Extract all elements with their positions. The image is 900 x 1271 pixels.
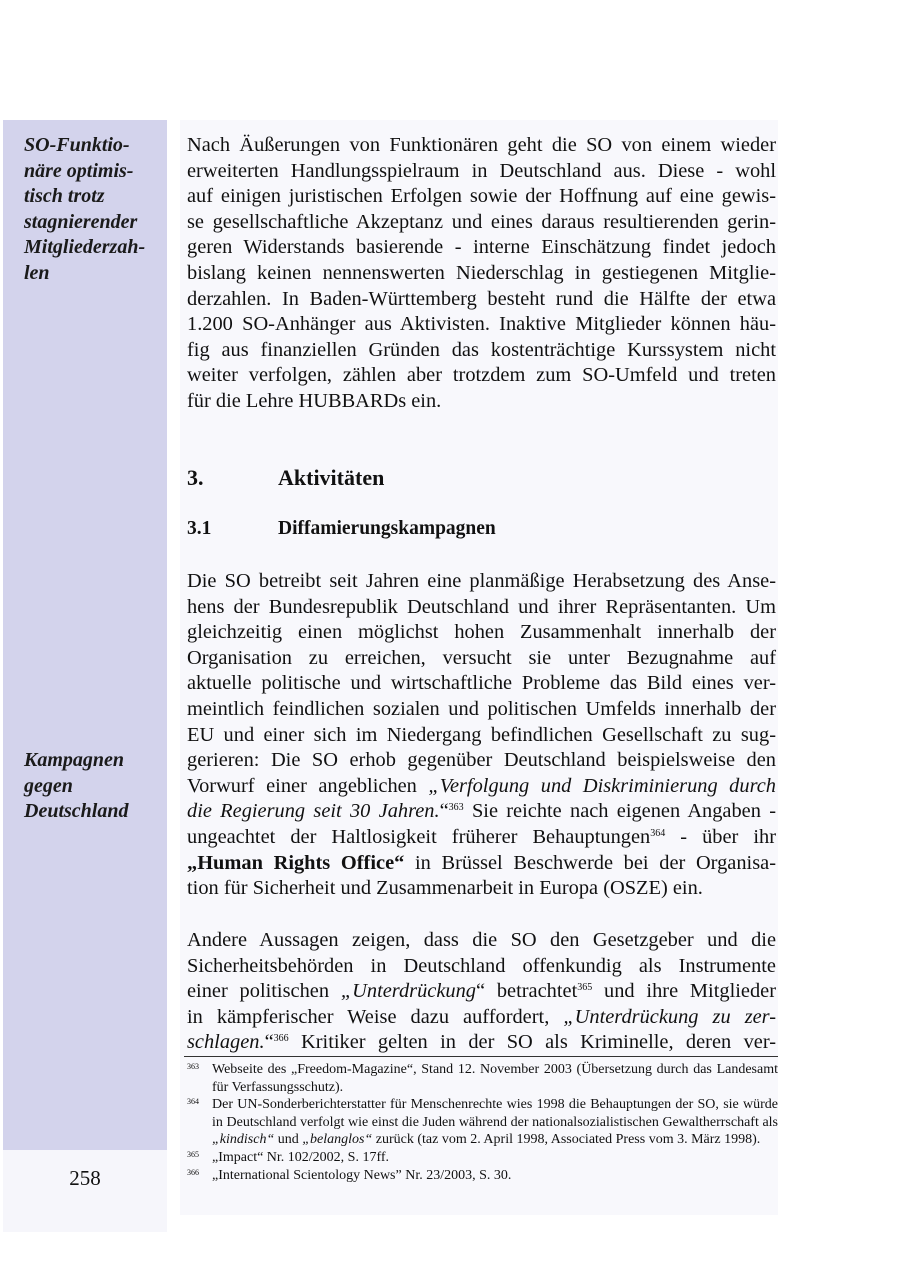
text-line: Andere Aussagen zeigen, dass die SO den Gesetzgeber und die <box>187 929 776 951</box>
text-line: erweiterten Handlungsspielraum in Deutschland aus. Diese - wohl <box>187 159 776 182</box>
footnote-ref: 363 <box>448 802 464 814</box>
footnote-mark: 366 <box>187 1167 199 1177</box>
text-line: auf einigen juristischen Erfolgen sowie der Hoffnung auf eine gewis- <box>187 185 776 208</box>
text-line: geren Widerstands basierende - interne Einschätzung findet jedoch <box>187 236 776 259</box>
text-line: ungeachtet der Haltlosigkeit früherer Behauptungen$^{364}$ - über ihr <box>187 825 777 848</box>
footnote-text: „International Scientology News” Nr. 23/2003, S. 30. <box>212 1167 512 1183</box>
footnote-mark: 363 <box>187 1062 199 1071</box>
text-line: fig aus finanziellen Gründen das kostenträchtige Kurssystem nicht <box>187 338 776 361</box>
quote: die Regierung seit 30 Jahren. <box>187 800 440 823</box>
text-line: EU und einer sich im Niedergang befindlichen Gesellschaft zu sug- <box>187 723 776 746</box>
margin-note-line: SO-Funktio- <box>24 134 130 156</box>
quote: „belanglos“ <box>302 1132 373 1148</box>
margin-note-line: Kampagnen <box>24 749 125 771</box>
margin-note-line: gegen <box>24 774 73 797</box>
paragraph-instruments <box>187 928 776 1056</box>
footnote-366 <box>187 1167 778 1185</box>
text-line: hens der Bundesrepublik Deutschland und ihrer Repräsentanten. Um <box>187 595 776 618</box>
footnote-mark: 365 <box>187 1149 199 1159</box>
text-line: die Regierung seit 30 Jahren.“$^{363}$ Sie reichte nach eigenen Angaben - <box>187 800 776 823</box>
text-line: einer politischen „Unterdrückung“ betrachtet$^{365}$ und ihre Mitglieder <box>187 980 776 1003</box>
footnote-divider <box>184 1056 778 1057</box>
quote: „Unterdrückung zu zer- <box>563 1005 776 1028</box>
bold-term: „Human Rights Office“ <box>187 851 405 874</box>
text-line: bislang keinen nennenswerten Niederschlag in gestiegenen Mitglie- <box>187 261 776 284</box>
footnote-ref: 366 <box>273 1033 289 1045</box>
margin-note-line: Mitgliederzah- <box>24 236 146 258</box>
text-line: „Human Rights Office“ in Brüssel Beschwerde bei der Organisa- <box>187 851 776 874</box>
text-line: aktuelle politische und wirtschaftliche Probleme das Bild eines ver- <box>187 672 776 695</box>
text-line: für die Lehre HUBBARDs ein. <box>187 389 442 412</box>
text-line: Organisation zu erreichen, versucht sie unter Bezugnahme auf <box>187 646 776 669</box>
margin-note-line: len <box>24 261 50 284</box>
text-line: meintlich feindlichen sozialen und politischen Umfelds innerhalb der <box>187 697 776 720</box>
text-line: Die SO betreibt seit Jahren eine planmäßige Herabsetzung des Anse- <box>187 570 776 592</box>
text-line: 1.200 SO-Anhänger aus Aktivisten. Inaktive Mitglieder können häu- <box>187 313 776 336</box>
margin-note-line: tisch trotz <box>24 185 105 207</box>
footnote-ref: 365 <box>577 982 593 994</box>
text-line: schlagen.“$^{366}$ Kritiker gelten in der SO als Kriminelle, deren ver- <box>187 1031 776 1054</box>
text-line: gleichzeitig einen möglichst hohen Zusammenhalt innerhalb der <box>187 621 776 644</box>
margin-note-campaigns <box>24 748 164 825</box>
footnote-364: 364 Der UN-Sonderberichterstatter für Menschenrechte wies 1998 die Behauptungen der SO, sie würde in Deutschland verfolgt wie einst die Juden während der nationalsozialistischen Gewaltherrschaft als „kindisch“ und „belanglos“ zurück (taz vom 2. April 1998, Associated Press vom 3. März 1998). <box>187 1097 778 1148</box>
margin-note-line: Deutschland <box>24 800 129 822</box>
text-line: gerieren: Die SO erhob gegenüber Deutschland beispielsweise den <box>187 749 776 772</box>
text-line: in kämpferischer Weise dazu auffordert, „Unterdrückung zu zer- <box>187 1005 776 1028</box>
footnote-ref: 364 <box>650 827 666 839</box>
footnote-363 <box>187 1061 778 1096</box>
text-line: Vorwurf einer angeblichen „Verfolgung und Diskriminierung durch <box>187 774 776 797</box>
quote: „kindisch“ <box>212 1132 275 1148</box>
footnote-text: Webseite des „Freedom-Magazine“, Stand 12. November 2003 (Übersetzung durch das Landesamt für Verfassungsschutz). <box>212 1062 778 1095</box>
text-line: tion für Sicherheit und Zusammenarbeit in Europa (OSZE) ein. <box>187 877 703 900</box>
text-line: weiter verfolgen, zählen aber trotzdem zum SO-Umfeld und treten <box>187 364 776 387</box>
footnote-365 <box>187 1149 778 1167</box>
footnote-text: „Impact“ Nr. 102/2002, S. 17ff. <box>212 1149 390 1165</box>
quote: „Unterdrückung <box>340 980 476 1003</box>
subsection-number: 3.1 <box>187 518 212 539</box>
text-line: derzahlen. In Baden-Württemberg besteht rund die Hälfte der etwa <box>187 287 776 310</box>
footnote-text: Der UN-Sonderberichterstatter für Menschenrechte wies 1998 die Behauptungen der SO, sie würde in Deutschland verfolgt wie einst die Juden während der nationalsozialistischen Gewaltherrschaft als <box>212 1097 778 1130</box>
subsection-title: Diffamierungskampagnen <box>278 518 496 539</box>
text-line: Nach Äußerungen von Funktionären geht die SO von einem wieder <box>187 134 776 156</box>
text-line: se gesellschaftliche Akzeptanz und eines daraus resultierenden gerin- <box>187 210 776 233</box>
section-heading <box>187 465 384 491</box>
page-number-box <box>3 1150 167 1232</box>
page-number: 258 <box>69 1166 101 1190</box>
section-title: Aktivitäten <box>278 465 385 490</box>
text-line: Sicherheitsbehörden in Deutschland offenkundig als Instrumente <box>187 954 776 977</box>
subsection-heading <box>187 518 496 540</box>
footnotes <box>187 1061 778 1184</box>
section-number: 3. <box>187 465 204 490</box>
quote: „Verfolgung und Diskriminierung durch <box>428 774 776 797</box>
paragraph-membership <box>187 133 776 415</box>
footnote-mark: 364 <box>187 1097 199 1107</box>
paragraph-defamation <box>187 569 776 902</box>
margin-note-optimism <box>24 133 164 286</box>
quote: schlagen. <box>187 1031 265 1054</box>
margin-note-line: näre optimis- <box>24 159 134 182</box>
margin-note-line: stagnierender <box>24 210 138 233</box>
